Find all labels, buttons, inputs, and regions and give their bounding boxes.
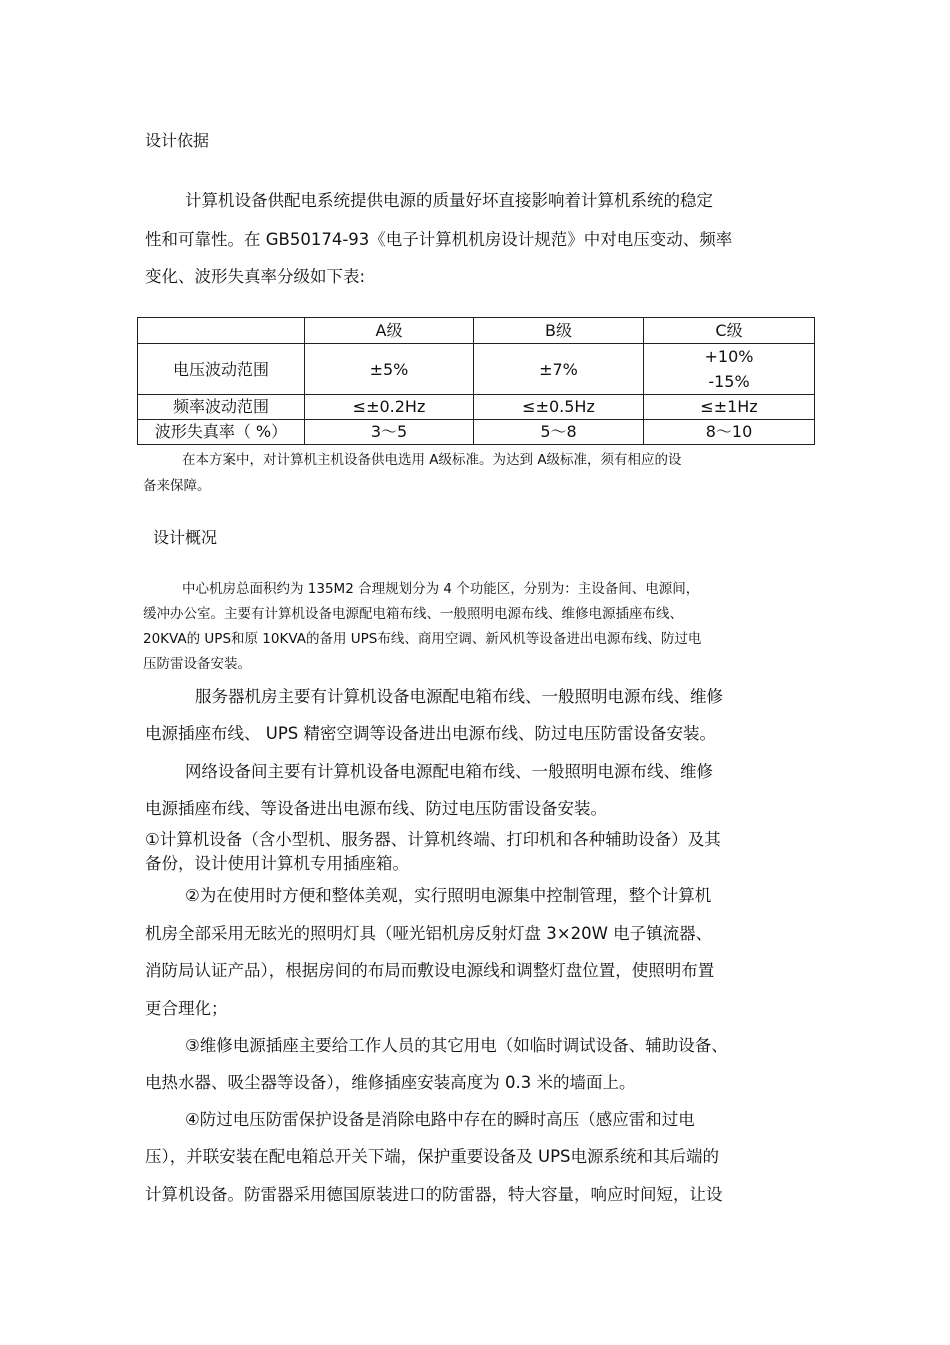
list-item-line: ④防过电压防雷保护设备是消除电路中存在的瞬时高压（感应雷和过电	[185, 1110, 695, 1129]
table-cell: ≤±0.5Hz	[474, 395, 644, 420]
table-cell-line: +10%	[704, 347, 754, 366]
body-line: 电源插座布线、等设备进出电源布线、防过电压防雷设备安装。	[145, 799, 607, 818]
note-line: 备来保障。	[143, 478, 211, 494]
table-header-cell: B级	[474, 318, 644, 344]
table-cell: ≤±1Hz	[644, 395, 815, 420]
list-item-line: 压），并联安装在配电箱总开关下端，保护重要设备及 UPS电源系统和其后端的	[145, 1147, 719, 1166]
table-row	[138, 420, 815, 445]
small-line: 20KVA的 UPS和原 10KVA的备用 UPS布线、商用空调、新风机等设备进出电源布线、防过电	[143, 631, 702, 647]
table-row-label: 波形失真率（ %）	[138, 420, 305, 445]
small-line: 压防雷设备安装。	[143, 656, 251, 672]
list-item-line: 更合理化；	[145, 999, 228, 1018]
list-item-line: ②为在使用时方便和整体美观，实行照明电源集中控制管理，整个计算机	[185, 886, 712, 905]
body-line: 电源插座布线、 UPS 精密空调等设备进出电源布线、防过电压防雷设备安装。	[145, 724, 716, 743]
section-title-design-overview: 设计概况	[153, 528, 218, 547]
list-item-line: 备份，设计使用计算机专用插座箱。	[145, 854, 409, 873]
table-cell: 8～10	[644, 420, 815, 445]
table-cell: ≤±0.2Hz	[305, 395, 474, 420]
table-row-label: 电压波动范围	[138, 344, 305, 395]
list-item-line: 电热水器、吸尘器等设备），维修插座安装高度为 0.3 米的墙面上。	[145, 1073, 636, 1092]
list-item-line: 消防局认证产品），根据房间的布局而敷设电源线和调整灯盘位置，使照明布置	[145, 961, 715, 980]
list-item-line: ①计算机设备（含小型机、服务器、计算机终端、打印机和各种辅助设备）及其	[145, 830, 721, 849]
table-cell: 5～8	[474, 420, 644, 445]
table-header-cell: C级	[644, 318, 815, 344]
table-row	[138, 344, 815, 395]
small-line: 中心机房总面积约为 135M2 合理规划分为 4 个功能区，分别为：主设备间、电源间，	[182, 581, 700, 597]
table-cell	[644, 344, 815, 395]
grade-table	[137, 317, 815, 445]
body-line: 变化、波形失真率分级如下表:	[145, 267, 366, 286]
body-line: 网络设备间主要有计算机设备电源配电箱布线、一般照明电源布线、维修	[185, 762, 713, 781]
body-line: 服务器机房主要有计算机设备电源配电箱布线、一般照明电源布线、维修	[195, 687, 723, 706]
small-line: 缓冲办公室。主要有计算机设备电源配电箱布线、一般照明电源布线、维修电源插座布线、	[143, 606, 683, 622]
table-row	[138, 395, 815, 420]
table-cell-line: -15%	[708, 372, 750, 391]
note-line: 在本方案中，对计算机主机设备供电选用 A级标准。为达到 A级标准，须有相应的设	[182, 452, 682, 468]
body-line: 性和可靠性。在 GB50174-93《电子计算机机房设计规范》中对电压变动、频率	[145, 230, 733, 249]
table-cell: 3～5	[305, 420, 474, 445]
table-header-cell: A级	[305, 318, 474, 344]
list-item-line: ③维修电源插座主要给工作人员的其它用电（如临时调试设备、辅助设备、	[185, 1036, 728, 1055]
table-row-label: 频率波动范围	[138, 395, 305, 420]
body-line: 计算机设备供配电系统提供电源的质量好坏直接影响着计算机系统的稳定	[185, 191, 713, 210]
table-header-cell	[138, 318, 305, 344]
table-header-row	[138, 318, 815, 344]
list-item-line: 计算机设备。防雷器采用德国原装进口的防雷器，特大容量，响应时间短，让设	[145, 1185, 723, 1204]
list-item-line: 机房全部采用无眩光的照明灯具（哑光铝机房反射灯盘 3×20W 电子镇流器、	[145, 924, 713, 943]
table-cell: ±5%	[305, 344, 474, 395]
table-cell: ±7%	[474, 344, 644, 395]
section-title-design-basis: 设计依据	[145, 131, 210, 150]
